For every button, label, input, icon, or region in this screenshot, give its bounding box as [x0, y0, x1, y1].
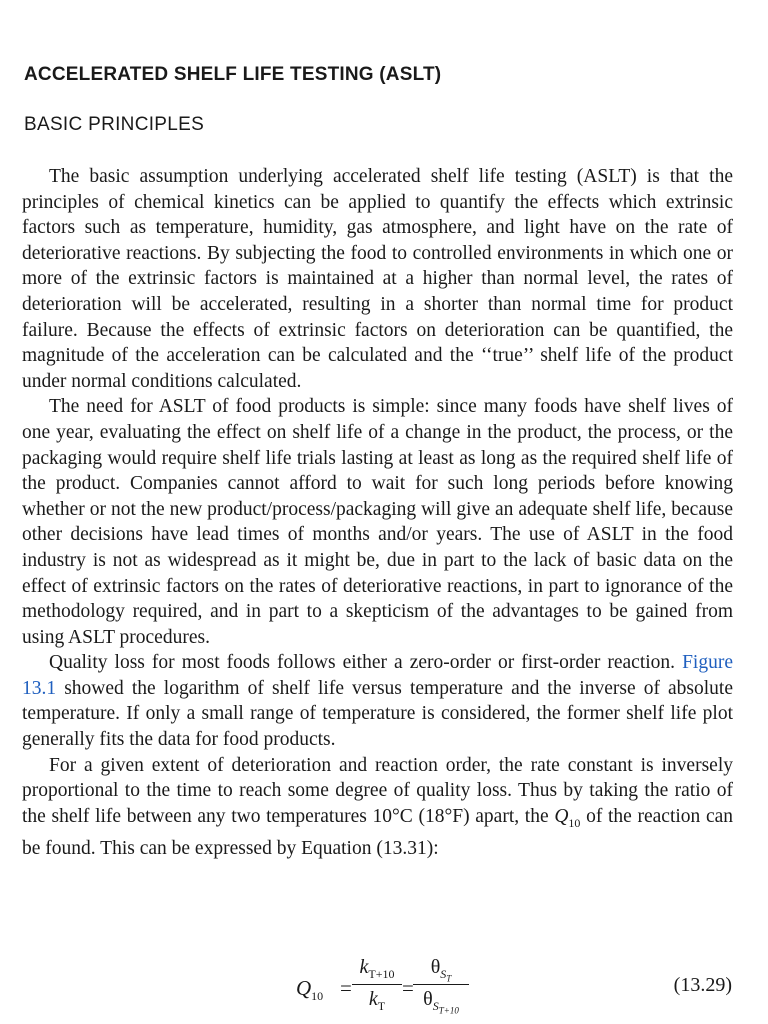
- fraction-denominator: $k_T$: [368, 988, 386, 1013]
- fraction-bar: [352, 984, 402, 985]
- equation-lhs: $Q_{10}$: [296, 976, 324, 1004]
- figure-link[interactable]: Figure 13.1: [22, 652, 733, 699]
- paragraph-4-end: of the reaction can be found. This can be expressed by Equation (13.31):: [22, 805, 734, 860]
- paragraph-3-text: Quality loss for most foods follows either a zero-order or first-order reaction.: [49, 652, 676, 674]
- equation-number: (13.29): [673, 974, 732, 996]
- paragraph-1: The basic assumption underlying accelerated shelf life testing (ASLT) is that the principles of chemical kinetics can be applied to quantify the effects which extrinsic factors such as temperature, humidity, gas atmosphere, and light have on the rate of deteriorative reactions. By subjecting the food to controlled environments in which one or more of the extrinsic factors is maintained at a higher than normal level, the rates of deterioration will be accelerated, resulting in a shorter than normal time for product failure. Because the effects of extrinsic factors on deterioration can be quantified, the magnitude of the acceleration can be calculated and the ‘‘true’’ shelf life of the product under normal conditions calculated.: [22, 166, 733, 392]
- q10-subscript: 10: [568, 815, 581, 830]
- fraction-bar: [413, 984, 469, 985]
- paragraph-2: The need for ASLT of food products is simple: since many foods have shelf lives of one year, evaluating the effect on shelf life of a change in the product, the process, or the packaging would require shelf life trials lasting at least as long as the required shelf life of the product. Companies cannot afford to wait for such long periods before knowing whether or not the new product/process/packaging will give an adequate shelf life, because other decisions have lead times of months and/or years. The use of ASLT in the food industry is not as widespread as it might be, due in part to the lack of basic data on the effect of extrinsic factors on the rates of deteriorative reactions, in part to ignorance of the methodology required, and in part to a skepticism of the advantages to be gained from using ASLT procedures.: [22, 396, 733, 648]
- body-text: [22, 164, 733, 862]
- q10-symbol: Q: [554, 805, 569, 827]
- chapter-title: ACCELERATED SHELF LIFE TESTING (ASLT): [24, 64, 442, 85]
- shelf-life-ratio: [413, 956, 469, 1015]
- fraction-numerator: $\theta_{S_T}$: [430, 956, 452, 984]
- section-title: BASIC PRINCIPLES: [24, 114, 205, 135]
- fraction-numerator: $k_{T+10}$: [359, 956, 395, 981]
- equation-13-29: [0, 956, 768, 1024]
- rate-constant-ratio: [352, 956, 402, 1014]
- fraction-denominator: $\theta_{S_{T+10}}$: [423, 988, 459, 1016]
- paragraph-3-rest: showed the logarithm of shelf life versus temperature and the inverse of absolute temperature. If only a small range of temperature is considered, the former shelf life plot generally fits the data for food products.: [22, 677, 734, 751]
- paragraph-4: [22, 753, 733, 862]
- equals-sign: =: [340, 976, 352, 1000]
- paragraph-4-text: For a given extent of deterioration and reaction order, the rate constant is inversely proportional to the time to reach some degree of quality loss. Thus by taking the ratio of the shelf life between any two temperatures 10°C (18°F) apart, the: [22, 754, 733, 827]
- equals-sign: =: [402, 976, 414, 1000]
- paragraph-3: [22, 650, 733, 752]
